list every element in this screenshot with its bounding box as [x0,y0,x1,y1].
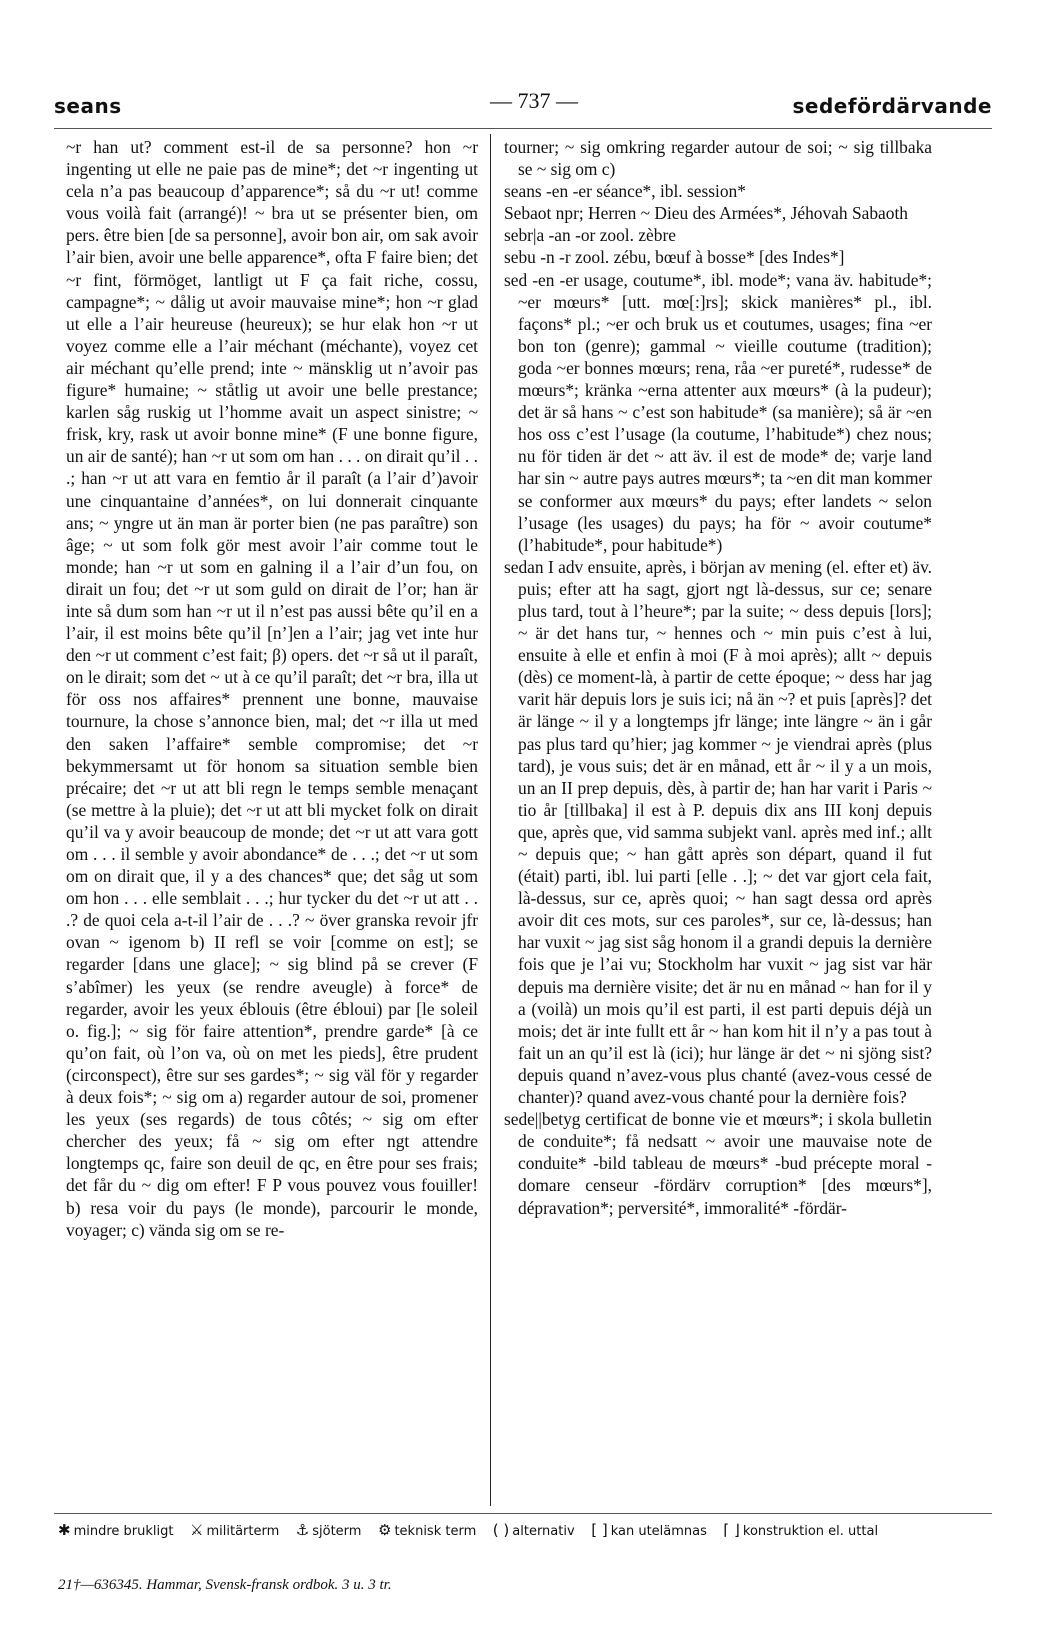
corner-brackets-symbol: ⌈ ⌋ [723,1521,740,1539]
entry-sed: sed -en -er usage, coutume*, ibl. mode*; vana äv. habitude*; ~er mœurs* [utt. mœ[:]rs]; skick manières* pl., ibl. façons* pl.; ~er och bruk us et coutumes, usages; fina ~er bon ton (genre); gammal ~ vieille coutume (tradition); goda ~er bonnes mœurs; rena, råa ~er pureté*, rudesse* de mœurs*; kränka ~erna attenter aux mœurs* (à la pudeur); det är så hans ~ c’est son habitude* (sa manière); så är ~en hos oss c’est l’usage (la coutume, l’habitude*) chez nous; nu för tiden är det ~ att äv. il est de mode* de; varje land har sin ~ autre pays autres mœurs*; ta ~en dit man kommer se conformer aux mœurs* du pays; efter landets ~ selon l’usage (les usages) du pays; ha för ~ avoir coutume* (l’habitude*, pour habitude*) [504,269,932,555]
legend-item: ✱ mindre brukligt [58,1521,174,1539]
parentheses-symbol: ( ) [492,1521,510,1539]
gear-icon: ⚙ [378,1521,392,1539]
right-column [504,136,932,1219]
entry-sebra: sebr|a -an -or zool. zèbre [504,225,676,246]
header-first-headword: seans [54,94,122,118]
left-column [66,136,478,1241]
asterisk-icon: ✱ [58,1521,71,1539]
symbol-legend [58,1521,992,1539]
printer-imprint: 21†—636345. Hammar, Svensk-fransk ordbok. 3 u. 3 tr. [58,1577,392,1593]
header-rule [54,128,992,129]
page-header [54,88,992,122]
page-number: — 737 — [490,88,578,113]
entry-sedan: sedan I adv ensuite, après, i början av mening (el. efter et) äv. puis; efter att ha sagt, gjort ngt là-dessus, sur ce; senare plus tard, tout à l’heure*; par la suite; ~ dess depuis [lors]; ~ är det hans tur, ~ hennes och ~ min puis c’est à lui, ensuite à elle et enfin à moi (F à moi après); allt ~ depuis (dès) ce moment-là, à partir de cette époque; ~ dess har jag varit här depuis lors je suis ici; nå än ~? et puis [après]? det är länge ~ il y a longtemps jfr länge; inte längre ~ än i går pas plus tard qu’hier; jag kommer ~ je viendrai après (plus tard), je vous suis; det är en månad, ett år ~ il y a un mois, un an II prep depuis, dès, à partir de; han har varit i Paris ~ tio år [tillbaka] il est à P. depuis dix ans III konj depuis que, après que, vid samma subjekt vanl. après med inf.; allt ~ depuis que; ~ han gått après son départ, quand il fut (était) parti, ibl. lui parti [elle . .]; ~ det var gjort cela fait, là-dessus, sur ce, après quoi; ~ han sagt dessa ord après avoir dit ces mots, sur ces paroles*, sur ce, là-dessus; han har vuxit ~ jag sist såg honom il a grandi depuis la dernière fois que je l’ai vu; Stockholm har vuxit ~ jag sist var här depuis ma dernière visite; det är nu en månad ~ han for il y a (voilà) un mois qu’il est parti, il est parti depuis déjà un mois; det är inte fullt ett år ~ han kom hit il n’y a pas tout à fait un an qu’il est là (ici); hur länge är det ~ ni sjöng sist? depuis quand n’avez-vous plus chanté (avez-vous cessé de chanter)? quand avez-vous chanté pour la dernière fois? [504,556,932,1108]
entry-seans: seans -en -er séance*, ibl. session* [504,181,746,202]
legend-item: ⚓ sjöterm [295,1521,362,1539]
entry-sedebetyg: sede||betyg certificat de bonne vie et mœurs*; i skola bulletin de conduite*; få nedsatt ~ avoir une mauvaise note de conduite* -bild tableau de mœurs* -bud précepte moral -domare censeur -fördärv corruption* [des mœurs*], dépravation*; perversité*, immoralité* -fördär- [504,1109,932,1218]
entry-sebu: sebu -n -r zool. zébu, bœuf à bosse* [des Indes*] [504,247,845,268]
header-last-headword: sedefördärvande [792,94,992,118]
crossed-swords-icon: ⚔ [190,1521,204,1539]
legend-rule [54,1513,992,1514]
anchor-icon: ⚓ [295,1521,310,1539]
entry-continuation: tourner; ~ sig omkring regarder autour de soi; ~ sig tillbaka se ~ sig om c) [504,137,932,180]
legend-item: [ ] kan utelämnas [591,1521,707,1539]
legend-item: ⚔ militärterm [190,1521,280,1539]
legend-item: ( ) alternativ [492,1521,575,1539]
legend-item: ⌈ ⌋ konstruktion el. uttal [723,1521,879,1539]
legend-item: ⚙ teknisk term [378,1521,477,1539]
entry-continuation: ~r han ut? comment est-il de sa personne? hon ~r ingenting ut elle ne paie pas de mine*; det ~r ingenting ut cela n’a pas beaucoup d’apparence*; så du ~r ut! comme vous voilà fait (arrangé)! ~ bra ut se présenter bien, om pers. être bien [de sa personne], avoir bon air, om sak avoir l’air bien, avoir une belle apparence*, ofta F faire bien; det ~r fint, förmöget, lantligt ut F ça fait riche, cossu, campagne*; ~ dålig ut avoir mauvaise mine*; hon ~r glad ut elle a l’air heureuse (heureux); se hur elak hon ~r ut voyez comme elle a l’air méchant (méchante), voyez cet air méchant qu’elle prend; inte ~ mänsklig ut n’avoir pas figure* humaine; ~ ståtlig ut avoir une belle prestance; karlen såg ruskig ut l’homme avait un aspect sinistre; ~ frisk, kry, rask ut avoir bonne mine* (F une bonne figure, un air de santé); han ~r ut som om han . . . on dirait qu’il . . .; han ~r ut att vara en femtio år il paraît (a l’air d’)avoir une cinquantaine d’années*, on lui donnerait cinquante ans; ~ yngre ut än man är porter bien (ne pas paraître) son âge; ~ ut som folk gör mest avoir l’air comme tout le monde; han ~r ut som en galning il a l’air d’un fou, on dirait un fou; det ~r ut som guld on dirait de l’or; han är inte så dum som han ~r ut il n’est pas aussi bête qu’il en a l’air, il est moins bête qu’il [n’]en a l’air; jag vet inte hur den ~r ut comment c’est fait; β) opers. det ~r så ut il paraît, on le dirait; som det ~ ut à ce qu’il paraît; det ~r bra, illa ut för oss nos affaires* prennent une bonne, mauvaise tournure, la chose s’annonce bien, mal; det ~r illa ut med den saken l’affaire* semble compromise; det ~r bekymmersamt ut för honom sa situation semble bien précaire; det ~r ut att bli regn le temps semble menaçant (se mettre à la pluie); det ~r ut att bli mycket folk on dirait qu’il va y avoir beaucoup de monde; det ~r ut att vara gott om . . . il semble y avoir abondance* de . . .; det ~r ut som om on dirait que, il y a des chances* que; det såg ut som om hon . . . elle semblait . . .; hur tycker du det ~r ut att . . .? de quoi cela a-t-il l’air de . . .? ~ över granska revoir jfr ovan ~ igenom b) II refl se voir [comme on est]; se regarder [dans une glace]; ~ sig blind på se crever (F s’abîmer) les yeux (se rendre aveugle) à force* de regarder, avoir les yeux éblouis (être ébloui) par [le soleil o. fig.]; ~ sig för faire attention*, prendre garde* [à ce qu’on fait, où l’on va, où on met les pieds], être prudent (circonspect), être sur ses gardes*; ~ sig väl för y regarder à deux fois*; ~ sig om a) regarder autour de soi, promener les yeux (ses regards) de tous côtés; ~ sig om efter chercher des yeux; få ~ sig om efter ngt attendre longtemps qc, faire son deuil de qc, en être pour ses frais; det får du ~ dig om efter! F P vous pouvez vous fouiller! b) resa voir du pays (le monde), parcourir le monde, voyager; c) vända sig om se re- [66,137,478,1240]
column-divider [490,134,491,1506]
brackets-symbol: [ ] [591,1521,608,1539]
entry-sebaot: Sebaot npr; Herren ~ Dieu des Armées*, Jéhovah Sabaoth [504,203,908,224]
